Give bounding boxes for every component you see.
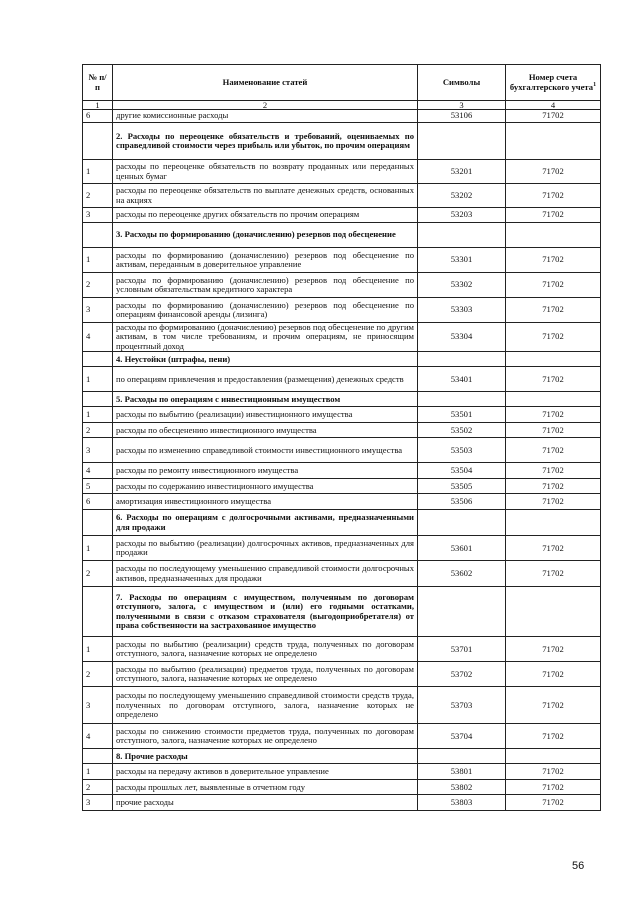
- row-number: 1: [83, 536, 113, 561]
- table-row: [83, 438, 601, 463]
- table-row: [83, 298, 601, 323]
- row-name: расходы по содержанию инвестиционного имущества: [113, 479, 418, 494]
- row-account: [506, 352, 601, 367]
- row-symbol: 53106: [418, 110, 506, 123]
- row-number: 1: [83, 764, 113, 780]
- table-row: [83, 561, 601, 587]
- row-number: 2: [83, 662, 113, 687]
- row-name: расходы по переоценке других обязательств по прочим операциям: [113, 208, 418, 223]
- row-account: 71702: [506, 687, 601, 724]
- row-name: 2. Расходы по переоценке обязательств и требований, оцениваемых по справедливой стоимости через прибыль или убыток, по прочим операциям: [113, 123, 418, 160]
- row-name: по операциям привлечения и предоставления (размещения) денежных средств: [113, 367, 418, 392]
- table-row: [83, 110, 601, 123]
- table-row: [83, 248, 601, 273]
- column-number: 2: [113, 101, 418, 110]
- row-account: 71702: [506, 536, 601, 561]
- section-row: [83, 123, 601, 160]
- row-name: расходы по формированию (доначислению) резервов под обесценение по активам, переданным в доверительное управление: [113, 248, 418, 273]
- table-row: [83, 724, 601, 749]
- row-number: 4: [83, 463, 113, 479]
- section-row: [83, 510, 601, 536]
- row-number: 2: [83, 423, 113, 438]
- row-symbol: 53203: [418, 208, 506, 223]
- row-account: 71702: [506, 438, 601, 463]
- row-name: 6. Расходы по операциям с долгосрочными активами, предназначенными для продажи: [113, 510, 418, 536]
- row-account: 71702: [506, 208, 601, 223]
- row-number: 3: [83, 298, 113, 323]
- row-account: [506, 587, 601, 637]
- row-symbol: 53702: [418, 662, 506, 687]
- row-number: 6: [83, 494, 113, 510]
- row-number: 3: [83, 687, 113, 724]
- section-row: [83, 749, 601, 764]
- row-name: расходы по переоценке обязательств по выплате денежных средств, основанных на акциях: [113, 184, 418, 208]
- row-account: 71702: [506, 160, 601, 184]
- section-row: [83, 352, 601, 367]
- row-number: 2: [83, 561, 113, 587]
- row-symbol: 53602: [418, 561, 506, 587]
- header-account-text: Номер счета бухгалтерского учета: [509, 72, 594, 92]
- row-symbol: 53401: [418, 367, 506, 392]
- row-account: 71702: [506, 494, 601, 510]
- row-number: 1: [83, 160, 113, 184]
- row-name: расходы по переоценке обязательств по возврату проданных или переданных ценных бумаг: [113, 160, 418, 184]
- table-row: [83, 423, 601, 438]
- row-name: другие комиссионные расходы: [113, 110, 418, 123]
- row-name: расходы по формированию (доначислению) резервов под обесценение по операциям финансовой аренды (лизинга): [113, 298, 418, 323]
- row-number: 1: [83, 248, 113, 273]
- row-number: 1: [83, 367, 113, 392]
- row-account: 71702: [506, 298, 601, 323]
- row-name: 7. Расходы по операциям с имуществом, полученным по договорам отступного, залога, с имуществом и (или) его годными остатками, полученными в связи с отказом страхователя (выгодоприобретателя) от права собственности на застрахованное имущество: [113, 587, 418, 637]
- row-name: 5. Расходы по операциям с инвестиционным имуществом: [113, 392, 418, 407]
- row-symbol: 53202: [418, 184, 506, 208]
- column-number: 3: [418, 101, 506, 110]
- row-account: 71702: [506, 248, 601, 273]
- accounts-table: [82, 64, 601, 811]
- row-number: 1: [83, 407, 113, 423]
- row-number: [83, 510, 113, 536]
- row-name: расходы по ремонту инвестиционного имущества: [113, 463, 418, 479]
- column-number: 4: [506, 101, 601, 110]
- row-name: расходы по снижению стоимости предметов труда, полученных по договорам отступного, залога, назначение которых не определено: [113, 724, 418, 749]
- row-name: расходы по обесценению инвестиционного имущества: [113, 423, 418, 438]
- row-account: 71702: [506, 273, 601, 298]
- column-number-row: [83, 101, 601, 110]
- row-symbol: [418, 510, 506, 536]
- table-row: [83, 160, 601, 184]
- row-symbol: 53506: [418, 494, 506, 510]
- row-name: расходы на передачу активов в доверительное управление: [113, 764, 418, 780]
- table-row: [83, 637, 601, 662]
- row-name: расходы по выбытию (реализации) средств труда, полученных по договорам отступного, залога, назначение которых не определено: [113, 637, 418, 662]
- table-row: [83, 323, 601, 352]
- row-name: расходы по последующему уменьшению справедливой стоимости средств труда, полученных по договорам отступного, залога, назначение которых не определено: [113, 687, 418, 724]
- section-row: [83, 392, 601, 407]
- row-name: расходы по формированию (доначислению) резервов под обесценение по другим активам, в том числе требованиям, и прочим операциям, не приносящим процентный доход: [113, 323, 418, 352]
- row-symbol: 53701: [418, 637, 506, 662]
- row-number: 2: [83, 273, 113, 298]
- row-account: 71702: [506, 724, 601, 749]
- row-symbol: 53303: [418, 298, 506, 323]
- header-num: № п/п: [83, 65, 113, 101]
- row-account: 71702: [506, 561, 601, 587]
- row-account: 71702: [506, 780, 601, 795]
- table-row: [83, 463, 601, 479]
- row-number: 5: [83, 479, 113, 494]
- row-symbol: 53501: [418, 407, 506, 423]
- row-number: [83, 392, 113, 407]
- row-symbol: 53201: [418, 160, 506, 184]
- table-row: [83, 367, 601, 392]
- table-row: [83, 208, 601, 223]
- row-symbol: 53801: [418, 764, 506, 780]
- table-row: [83, 795, 601, 811]
- row-symbol: [418, 749, 506, 764]
- table-row: [83, 184, 601, 208]
- row-symbol: 53503: [418, 438, 506, 463]
- row-symbol: 53601: [418, 536, 506, 561]
- row-name: расходы прошлых лет, выявленные в отчетном году: [113, 780, 418, 795]
- row-number: [83, 352, 113, 367]
- row-account: [506, 123, 601, 160]
- row-account: 71702: [506, 423, 601, 438]
- row-number: 6: [83, 110, 113, 123]
- row-symbol: 53802: [418, 780, 506, 795]
- table-row: [83, 494, 601, 510]
- row-account: 71702: [506, 463, 601, 479]
- row-number: 3: [83, 208, 113, 223]
- column-number: 1: [83, 101, 113, 110]
- row-symbol: 53505: [418, 479, 506, 494]
- table-row: [83, 536, 601, 561]
- row-account: 71702: [506, 795, 601, 811]
- table-body: [83, 110, 601, 811]
- row-account: [506, 223, 601, 248]
- row-name: расходы по выбытию (реализации) инвестиционного имущества: [113, 407, 418, 423]
- row-name: 3. Расходы по формированию (доначислению) резервов под обесценение: [113, 223, 418, 248]
- row-account: 71702: [506, 110, 601, 123]
- row-account: 71702: [506, 367, 601, 392]
- section-row: [83, 587, 601, 637]
- header-account: [506, 65, 601, 101]
- row-account: [506, 392, 601, 407]
- header-symbol: Символы: [418, 65, 506, 101]
- row-name: расходы по выбытию (реализации) предметов труда, полученных по договорам отступного, залога, назначение которых не определено: [113, 662, 418, 687]
- header-row: [83, 65, 601, 101]
- table-row: [83, 662, 601, 687]
- row-symbol: [418, 352, 506, 367]
- row-name: 8. Прочие расходы: [113, 749, 418, 764]
- row-number: 3: [83, 795, 113, 811]
- table-row: [83, 407, 601, 423]
- row-account: 71702: [506, 407, 601, 423]
- table-row: [83, 273, 601, 298]
- row-name: прочие расходы: [113, 795, 418, 811]
- row-account: [506, 510, 601, 536]
- row-symbol: 53703: [418, 687, 506, 724]
- row-symbol: 53803: [418, 795, 506, 811]
- row-name: расходы по изменению справедливой стоимости инвестиционного имущества: [113, 438, 418, 463]
- row-symbol: 53302: [418, 273, 506, 298]
- row-name: 4. Неустойки (штрафы, пени): [113, 352, 418, 367]
- row-symbol: [418, 392, 506, 407]
- row-symbol: 53704: [418, 724, 506, 749]
- row-number: 2: [83, 780, 113, 795]
- table-row: [83, 764, 601, 780]
- table-row: [83, 479, 601, 494]
- row-symbol: 53304: [418, 323, 506, 352]
- row-symbol: 53502: [418, 423, 506, 438]
- row-account: 71702: [506, 764, 601, 780]
- row-symbol: [418, 223, 506, 248]
- row-account: [506, 749, 601, 764]
- row-number: [83, 587, 113, 637]
- row-number: 1: [83, 637, 113, 662]
- row-number: [83, 223, 113, 248]
- row-symbol: 53504: [418, 463, 506, 479]
- page-number: 56: [572, 860, 585, 872]
- row-symbol: 53301: [418, 248, 506, 273]
- row-number: [83, 749, 113, 764]
- header-name: Наименование статей: [113, 65, 418, 101]
- header-account-footnote: 1: [593, 81, 597, 88]
- row-name: расходы по формированию (доначислению) резервов под обесценение по условным обязательствам кредитного характера: [113, 273, 418, 298]
- row-symbol: [418, 587, 506, 637]
- section-row: [83, 223, 601, 248]
- row-account: 71702: [506, 479, 601, 494]
- row-number: 2: [83, 184, 113, 208]
- row-number: 4: [83, 724, 113, 749]
- row-name: расходы по последующему уменьшению справедливой стоимости долгосрочных активов, предназначенных для продажи: [113, 561, 418, 587]
- row-account: 71702: [506, 637, 601, 662]
- row-name: амортизация инвестиционного имущества: [113, 494, 418, 510]
- row-name: расходы по выбытию (реализации) долгосрочных активов, предназначенных для продажи: [113, 536, 418, 561]
- row-number: 3: [83, 438, 113, 463]
- row-account: 71702: [506, 184, 601, 208]
- row-account: 71702: [506, 323, 601, 352]
- row-account: 71702: [506, 662, 601, 687]
- row-symbol: [418, 123, 506, 160]
- row-number: [83, 123, 113, 160]
- table-row: [83, 780, 601, 795]
- table-row: [83, 687, 601, 724]
- row-number: 4: [83, 323, 113, 352]
